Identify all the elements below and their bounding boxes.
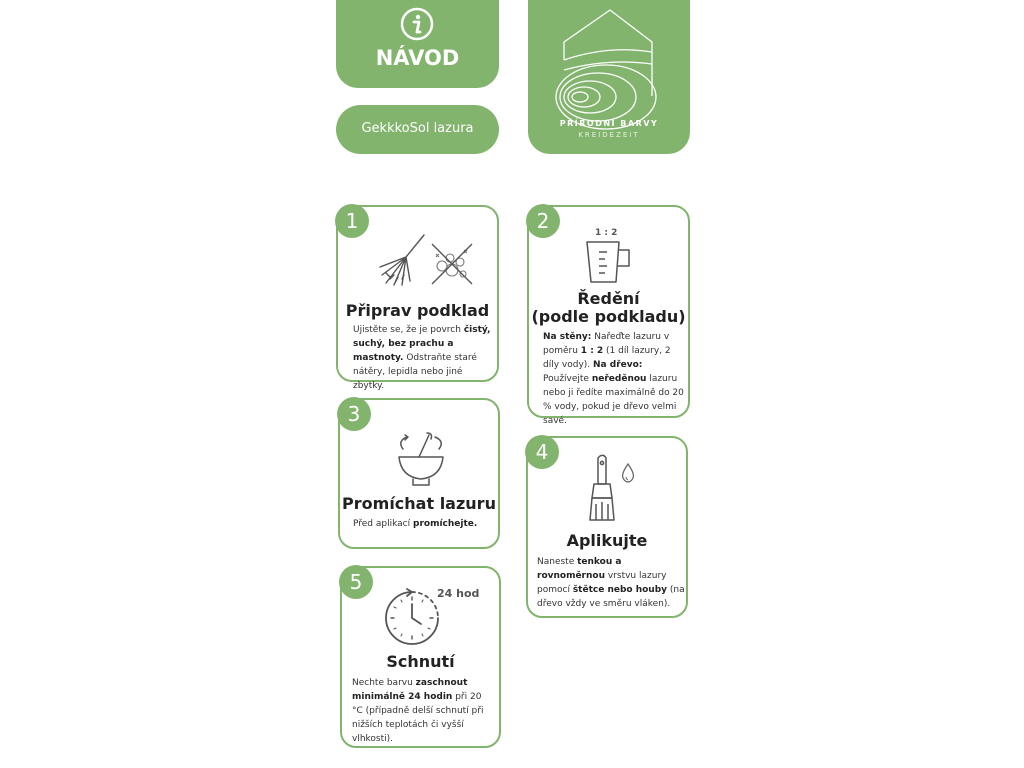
step-1-text-c: Odstraňte staré nátěry, lepidla nebo jiné zbytky. <box>353 353 477 391</box>
step-4-text-d: štětce nebo houby <box>572 585 668 595</box>
clock-icon <box>382 588 442 648</box>
step-3-text <box>353 517 495 531</box>
step-2-text-b: Nařeďte lazuru v poměru <box>543 332 670 356</box>
time-label: 24 hod <box>437 587 480 600</box>
ratio-label: 1 : 2 <box>595 228 618 238</box>
step-5-badge: 5 <box>339 565 373 599</box>
step-4-text-e: (na dřevo vždy ve směru vláken). <box>537 585 685 609</box>
step-1-text-b: čistý, suchý, bez prachu a mastnoty. <box>353 325 491 363</box>
step-2-text-h: lazuru nebo ji ředíte maximálně do 20 % vody, pokud je dřevo velmi savé. <box>543 374 684 426</box>
step-2-text-a: Na stěny: <box>543 332 592 342</box>
step-5-text-c: při 20 °C (případně delší schnutí při nižších teplotách či vyšší vlhkosti). <box>352 692 484 744</box>
brand-sub: KREIDEZEIT <box>578 131 640 139</box>
no-dirt-icon <box>430 242 474 286</box>
step-1-text <box>353 323 495 393</box>
step-4-text-c: vrstvu lazury pomocí <box>537 571 667 595</box>
step-2-text-e: Na dřevo: <box>593 360 643 370</box>
product-label: GekkkoSol lazura <box>361 121 474 136</box>
drop-icon <box>619 462 637 484</box>
step-5-text-b: zaschnout minimálně 24 hodin <box>352 678 468 702</box>
step-3-text-a: Před aplikací <box>353 519 413 529</box>
step-4-card <box>526 436 688 618</box>
step-2-text-d: (1 díl lazury, 2 díly vody). <box>543 346 671 370</box>
navod-label: NÁVOD <box>375 46 460 70</box>
step-2-text-f: Používejte <box>543 374 592 384</box>
step-5-text-a: Nechte barvu <box>352 678 416 688</box>
step-3-title: Promíchat lazuru <box>342 494 496 513</box>
feather-duster-icon <box>378 233 428 288</box>
step-3-card <box>338 398 500 549</box>
step-4-title: Aplikujte <box>566 531 648 550</box>
step-2-text <box>543 330 686 428</box>
step-3-badge: 3 <box>337 397 371 431</box>
navod-tile <box>336 0 499 88</box>
step-3-text-b: promíchejte. <box>413 519 478 529</box>
brand-logo-tile <box>528 0 690 154</box>
step-1-text-a: Ujistěte se, že je povrch <box>353 325 464 335</box>
step-2-title-line2: (podle podkladu) <box>531 307 686 326</box>
step-1-badge: 1 <box>335 204 369 238</box>
step-2-text-c: 1 : 2 <box>580 346 604 356</box>
paint-brush-icon <box>584 454 624 522</box>
step-5-text <box>352 676 495 746</box>
step-5-title: Schnutí <box>386 652 455 671</box>
house-wood-logo-icon <box>528 0 690 110</box>
step-2-text-g: neředěnou <box>591 374 647 384</box>
step-2-card <box>527 205 690 426</box>
step-1-card <box>336 205 499 391</box>
info-icon <box>400 7 434 41</box>
step-4-text-a: Naneste <box>537 557 578 567</box>
brand-name: PŘÍRODNÍ BARVY <box>559 119 659 128</box>
step-4-text-b: tenkou a rovnoměrnou <box>537 557 622 581</box>
step-5-card <box>340 566 501 748</box>
mixing-bowl-icon <box>393 431 449 487</box>
step-4-text <box>537 555 687 611</box>
product-label-pill <box>336 105 499 154</box>
measuring-cup-icon <box>585 240 635 286</box>
step-2-badge: 2 <box>526 204 560 238</box>
step-2-title-line1: Ředění <box>577 289 640 308</box>
step-1-title: Připrav podklad <box>345 301 490 320</box>
step-4-badge: 4 <box>525 435 559 469</box>
